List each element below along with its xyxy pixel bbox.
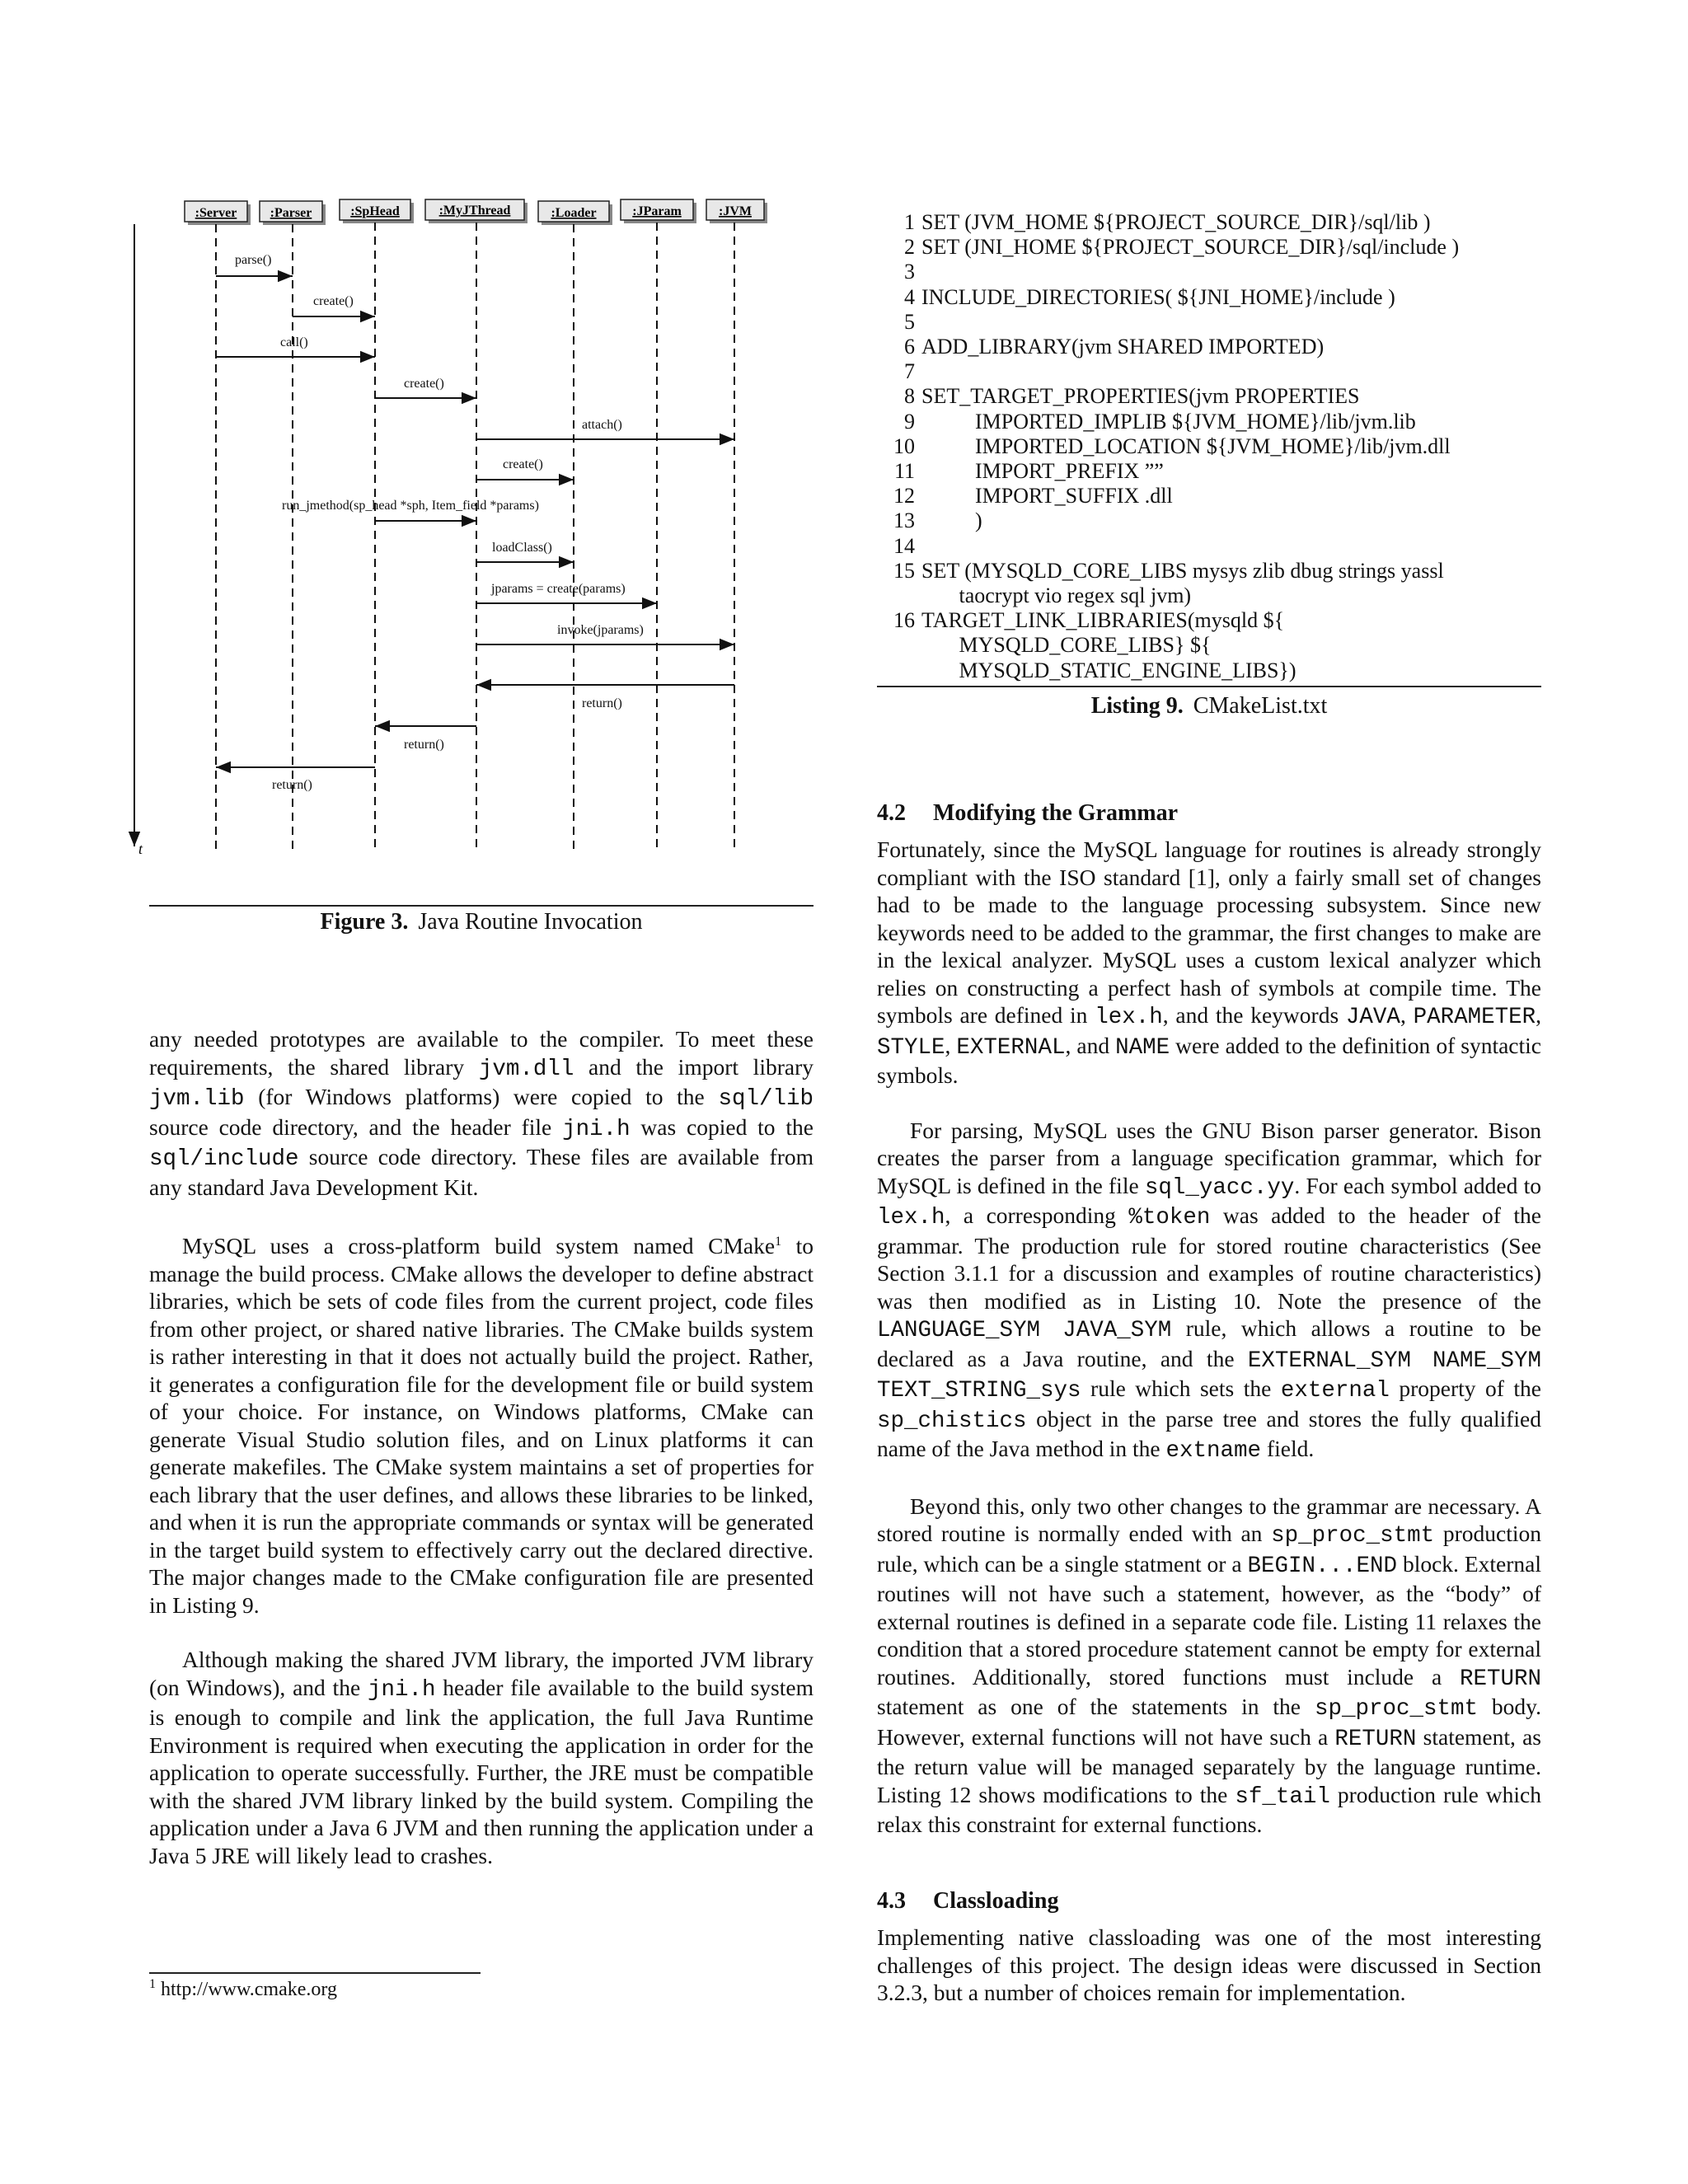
msg-label: invoke(jparams)	[557, 623, 644, 637]
footnote: $^1$ http://www.cmake.org	[149, 1977, 337, 2000]
listing-rule	[877, 686, 1541, 687]
footnote-rule	[149, 1972, 481, 1974]
msg-label: create()	[404, 377, 444, 391]
msg-label: loadClass()	[492, 541, 552, 555]
code-listing: 1 SET (JVM_HOME ${PROJECT_SOURCE_DIR}/sql/lib ) 2 SET (JNI_HOME ${PROJECT_SOURCE_DIR}/sql/include ) 3 4 INCLUDE_DIRECTORIES( ${JNI_HOME}/include ) 5 6 ADD_LIBRARY(jvm SHARED IMPORTED) 7 8 SET_TARGET_PROPERTIES(jvm PROPERTIES 9 IMPORTED_IMPLIB ${JVM_HOME}/lib/jvm.lib 10 IMPORTED_LOCATION ${JVM_HOME}/lib/jvm.dll 11 IMPORT_PREFIX ”” 12 IMPORT_SUFFIX .dll 13 ) 14 15 SET (MYSQLD_CORE_LIBS mysys zlib dbug strings yassl taocrypt vio regex sql jvm) 16 TARGET_LINK_LIBRARIES(mysqld ${ MYSQLD_CORE_LIBS} ${ MYSQLD_STATIC_ENGINE_LIBS})	[893, 210, 1460, 682]
listing-caption-text: CMakeList.txt	[1193, 693, 1328, 719]
lifeline-myjthread	[425, 199, 528, 223]
msg-label: jparams = create(params)	[491, 582, 626, 596]
lifeline-label: :JVM	[719, 204, 752, 218]
msg-label: call()	[280, 335, 308, 349]
lifeline-label: :Server	[195, 206, 237, 220]
lifeline-label: :Parser	[270, 206, 312, 220]
figure-caption	[149, 909, 814, 935]
msg-label: return()	[582, 696, 622, 710]
lifeline-sphead	[340, 199, 414, 223]
msg-label: attach()	[582, 418, 622, 432]
listing-caption	[877, 693, 1541, 719]
left-column	[149, 1025, 814, 1869]
paragraph: MySQL uses a cross-platform build system named CMake$^1$ to manage the build process. CMake allows the developer to define abstract libraries, which be sets of code files from the current project, code files from other project, or shared native libraries. The CMake builds system is rather interesting in that it does not actually build the project. Rather, it generates a configuration file for the development file or build system of your choice. For instance, on Windows platforms, CMake can generate Visual Studio solution files, and on Linux platforms it can generate makefiles. The CMake system maintains a set of properties for each library that the user defines, and allows these libraries to be linked, and when it is run the appropriate commands or syntax will be generated in the target build system to effectively carry out the declared directive. The major changes made to the CMake configuration file are presented in Listing 9.	[149, 1233, 814, 1618]
lifeline-jvm	[706, 199, 767, 223]
paragraph: Although making the shared JVM library, the imported JVM library (on Windows), and the jni.h header file available to the build system is enough to compile and link the application, the full Java Runtime Environment is required when executing the application in order for the application to operate successfully. Further, the JRE must be compatible with the shared JVM library linked by the build system. Compiling the application under a Java 6 JVM and then running the application under a Java 5 JRE will likely lead to crashes.	[149, 1647, 814, 1868]
msg-label: run_jmethod(sp_head *sph, Item_field *params)	[282, 499, 539, 513]
time-axis-label: t	[138, 841, 143, 857]
msg-label: create()	[503, 457, 543, 471]
right-column-tail	[877, 1924, 1541, 2007]
section-heading: 4.2 Modifying the Grammar	[877, 800, 1179, 826]
listing-caption-label: Listing 9.	[1090, 693, 1184, 719]
figure-caption-label: Figure 3.	[320, 909, 409, 935]
section-heading: 4.3 Classloading	[877, 1888, 1059, 1914]
msg-label: return()	[404, 738, 444, 752]
lifeline-parser	[260, 201, 326, 225]
msg-label: create()	[313, 294, 354, 308]
paragraph: any needed prototypes are available to the compiler. To meet these requirements, the shared library jvm.dll and the import library jvm.lib (for Windows platforms) were copied to the sql/lib source code directory, and the header file jni.h was copied to the sql/include source code directory. These files are available from any standard Java Development Kit.	[149, 1026, 814, 1200]
lifeline-label: :JParam	[632, 204, 682, 218]
msg-label: return()	[272, 778, 312, 792]
lifeline-label: :Loader	[551, 206, 597, 220]
sequence-diagram	[124, 190, 783, 865]
paragraph: Implementing native classloading was one of the most interesting challenges of this project. The design ideas were discussed in Section 3.2.3, but a number of choices remain for implementation.	[877, 1924, 1541, 2005]
lifeline-label: :SpHead	[350, 204, 400, 218]
msg-label: parse()	[235, 253, 272, 267]
lifeline-jparam	[621, 199, 696, 223]
figure-caption-text: Java Routine Invocation	[418, 909, 643, 935]
paragraph: For parsing, MySQL uses the GNU Bison parser generator. Bison creates the parser from a language specification grammar, which for MySQL is defined in the file sql_yacc.yy. For each symbol added to lex.h, a corresponding %token was added to the header of the grammar. The production rule for stored routine characteristics (See Section 3.1.1 for a discussion and examples of routine characteristics) was then modified as in Listing 10. Note the presence of the LANGUAGE_SYM JAVA_SYM rule, which allows a routine to be declared as a Java routine, and the EXTERNAL_SYM NAME_SYM TEXT_STRING_sys rule which sets the external property of the sp_chistics object in the parse tree and stores the fully qualified name of the Java method in the extname field.	[877, 1117, 1542, 1464]
lifeline-label: :MyJThread	[438, 204, 511, 218]
footnote-link[interactable]: http://www.cmake.org	[156, 1979, 337, 2000]
figure-rule	[149, 905, 814, 907]
lifeline-server	[185, 201, 251, 225]
right-column	[877, 836, 1541, 1839]
lifeline-loader	[538, 201, 612, 225]
paragraph: Beyond this, only two other changes to the grammar are necessary. A stored routine is normally ended with an sp_proc_stmt production rule, which can be a single statment or a BEGIN...END block. External routines will not have such a statement, however, as the “body” of external routines is defined in a separate code file. Listing 11 relaxes the condition that a stored procedure statement cannot be empty for external routines. Additionally, stored functions must include a RETURN statement as one of the statements in the sp_proc_stmt body. However, external functions will not have such a RETURN statement, as the return value will be managed separately by the language runtime. Listing 12 shows modifications to the sf_tail production rule which relax this constraint for external functions.	[877, 1493, 1541, 1837]
paragraph: Fortunately, since the MySQL language for routines is already strongly compliant with the ISO standard [1], only a fairly small set of changes had to be made to the language processing subsystem. Since new keywords need to be added to the grammar, the first changes to make are in the lexical analyzer. MySQL uses a custom lexical analyzer which relies on constructing a perfect hash of symbols at compile time. The symbols are defined in lex.h, and the keywords JAVA, PARAMETER, STYLE, EXTERNAL, and NAME were added to the definition of syntactic symbols.	[877, 837, 1541, 1088]
